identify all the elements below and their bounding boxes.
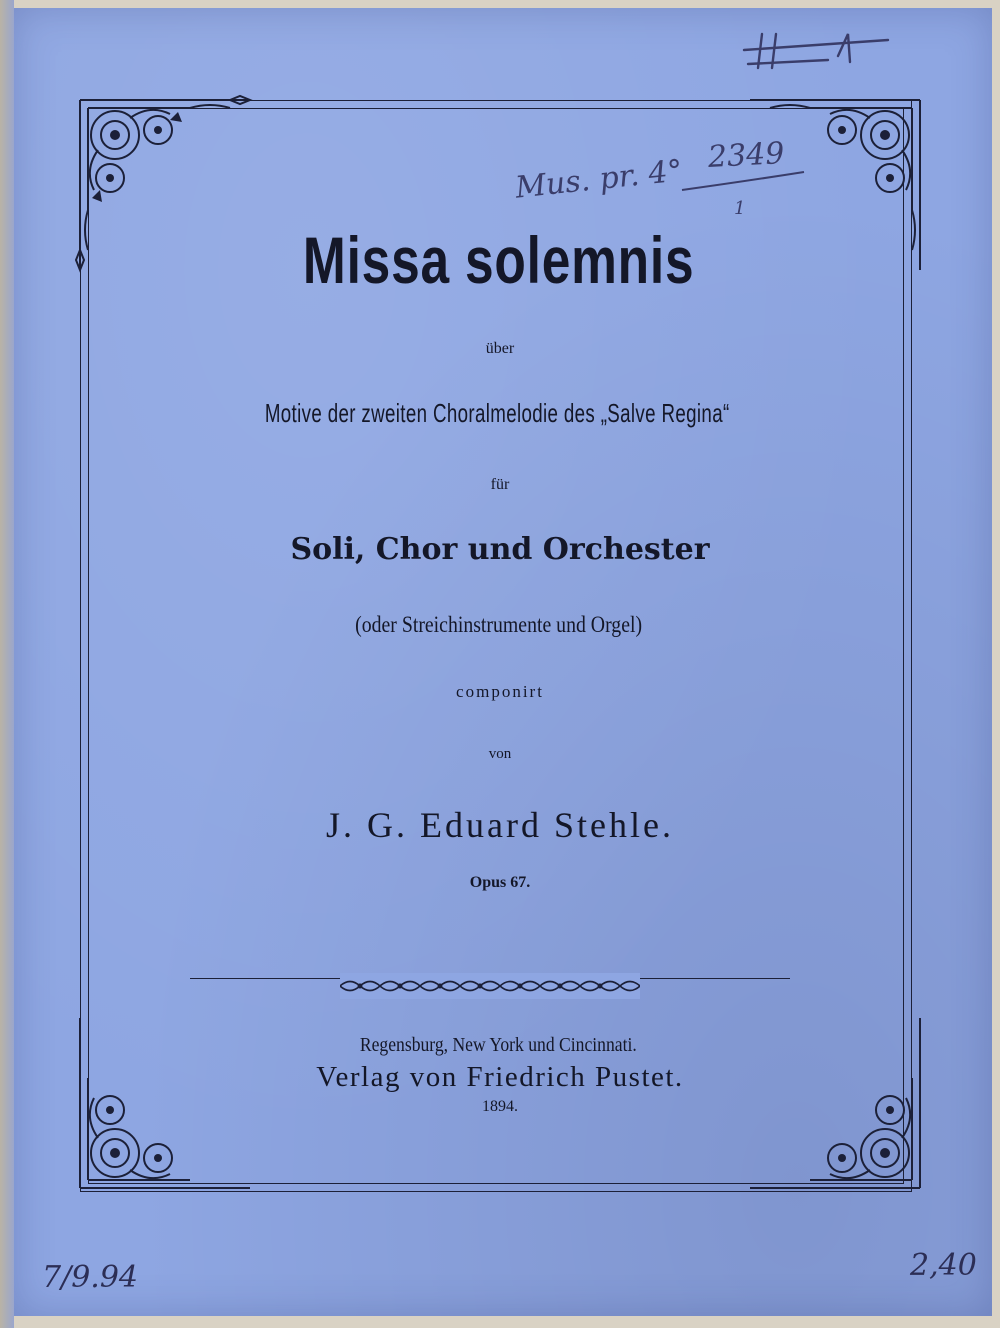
ueber-text: über [485,340,515,357]
sub-number-annotation: 1 [734,198,746,219]
underline-mark-icon [680,168,806,198]
von-text: von [488,746,512,762]
crossed-mark-icon [738,26,898,72]
componirt-text: componirt [456,682,544,701]
opus-number: Opus 67. [469,874,531,891]
date-annotation: 7/9.94 [42,1260,138,1295]
book-spine [0,0,14,1328]
alternative-scoring: (oder Streichinstrumente und Orgel) [355,612,643,637]
scroll-ornament-icon [340,973,640,999]
publisher: Verlag von Friedrich Pustet. [316,1061,684,1093]
publication-year: 1894. [482,1098,518,1115]
subtitle: Motive der zweiten Choralmelodie des „Salve Regina“ [264,398,730,428]
composer-name: J. G. Eduard Stehle. [326,805,674,845]
catalog-number-annotation: 2349 [707,136,786,175]
publication-place: Regensburg, New York und Cincinnati. [359,1034,637,1056]
fuer-text: für [490,476,510,493]
price-annotation: 2,40 [910,1248,977,1283]
shelfmark-annotation: Mus. pr. 4° [513,153,685,206]
page-title: Missa solemnis [302,223,695,297]
scoring: Soli, Chor und Orchester [290,532,710,567]
